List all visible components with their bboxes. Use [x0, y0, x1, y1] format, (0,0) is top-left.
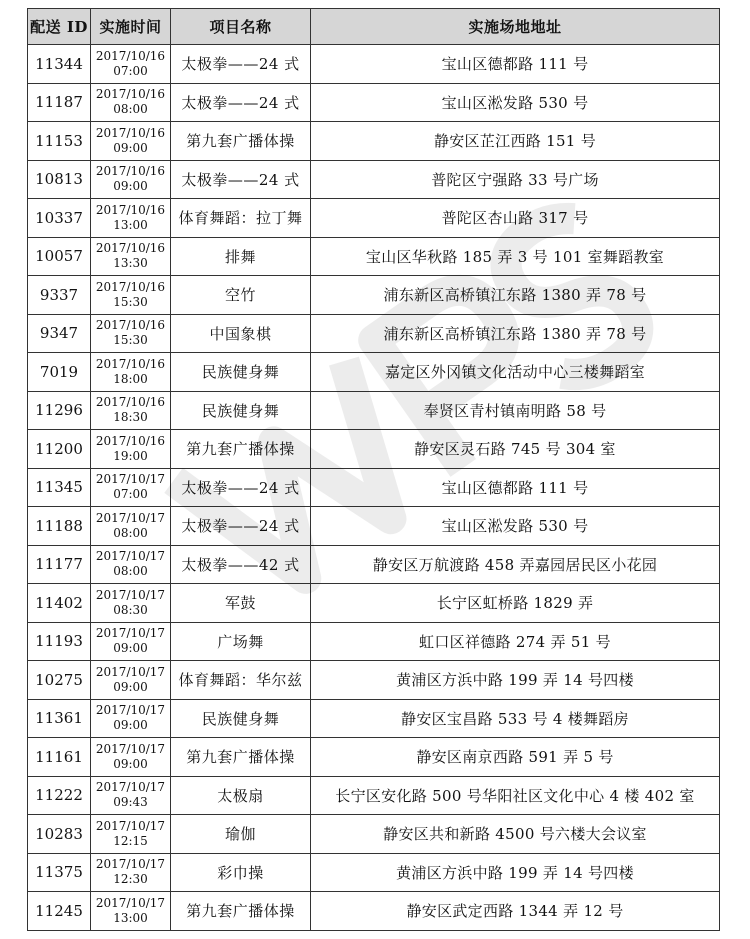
cell-address: 黄浦区方浜中路 199 弄 14 号四楼: [311, 661, 720, 700]
cell-clock-text: 13:30: [113, 256, 148, 271]
cell-project: 瑜伽: [171, 815, 311, 854]
cell-time: [91, 391, 171, 430]
cell-project: 太极拳——24 式: [171, 507, 311, 546]
cell-time: [91, 199, 171, 238]
cell-time: [91, 738, 171, 777]
cell-time: [91, 776, 171, 815]
cell-time: [91, 892, 171, 931]
cell-date-text: 2017/10/16: [95, 395, 166, 410]
cell-project: 太极拳——42 式: [171, 545, 311, 584]
cell-clock-text: 09:00: [113, 641, 148, 656]
cell-project: 第九套广播体操: [171, 892, 311, 931]
cell-clock-text: 12:15: [113, 833, 148, 848]
table-row: [28, 353, 720, 392]
cell-time: [91, 507, 171, 546]
cell-clock-text: 09:43: [113, 795, 148, 810]
cell-time: [91, 661, 171, 700]
cell-clock-text: 12:30: [113, 872, 148, 887]
cell-id: 11402: [28, 584, 91, 623]
table-row: [28, 430, 720, 469]
cell-address: 虹口区祥德路 274 弄 51 号: [311, 622, 720, 661]
cell-id: 11177: [28, 545, 91, 584]
cell-date-text: 2017/10/17: [95, 818, 166, 833]
cell-address: 浦东新区高桥镇江东路 1380 弄 78 号: [311, 276, 720, 315]
cell-address: 静安区宝昌路 533 号 4 楼舞蹈房: [311, 699, 720, 738]
cell-clock-text: 08:00: [113, 525, 148, 540]
table-row: [28, 584, 720, 623]
table-row: [28, 622, 720, 661]
cell-time: [91, 160, 171, 199]
table-row: [28, 776, 720, 815]
table-row: [28, 122, 720, 161]
cell-clock-text: 08:30: [113, 602, 148, 617]
cell-address: 静安区南京西路 591 弄 5 号: [311, 738, 720, 777]
cell-date-text: 2017/10/17: [95, 895, 166, 910]
cell-clock-text: 18:30: [113, 410, 148, 425]
table-row: [28, 45, 720, 84]
cell-id: 11193: [28, 622, 91, 661]
cell-date-text: 2017/10/17: [95, 549, 166, 564]
table-body: [28, 45, 720, 931]
cell-project: 第九套广播体操: [171, 430, 311, 469]
cell-clock-text: 13:00: [113, 910, 148, 925]
cell-date-text: 2017/10/16: [95, 125, 166, 140]
cell-project: 军鼓: [171, 584, 311, 623]
cell-project: 太极拳——24 式: [171, 45, 311, 84]
table-header: [28, 9, 720, 45]
cell-date-text: 2017/10/17: [95, 664, 166, 679]
cell-date-text: 2017/10/16: [95, 279, 166, 294]
cell-date-text: 2017/10/16: [95, 202, 166, 217]
cell-time: [91, 545, 171, 584]
cell-time: [91, 699, 171, 738]
cell-id: 11345: [28, 468, 91, 507]
cell-clock-text: 09:00: [113, 140, 148, 155]
cell-id: 9347: [28, 314, 91, 353]
cell-clock-text: 15:30: [113, 294, 148, 309]
cell-address: 长宁区安化路 500 号华阳社区文化中心 4 楼 402 室: [311, 776, 720, 815]
cell-id: 11200: [28, 430, 91, 469]
cell-time: [91, 853, 171, 892]
cell-address: 宝山区德都路 111 号: [311, 468, 720, 507]
cell-project: 体育舞蹈：华尔兹: [171, 661, 311, 700]
cell-date-text: 2017/10/17: [95, 587, 166, 602]
cell-project: 民族健身舞: [171, 391, 311, 430]
header-time: 实施时间: [91, 9, 171, 45]
table-row: [28, 276, 720, 315]
cell-project: 第九套广播体操: [171, 122, 311, 161]
cell-id: 11222: [28, 776, 91, 815]
cell-id: 11161: [28, 738, 91, 777]
cell-project: 太极拳——24 式: [171, 468, 311, 507]
cell-date-text: 2017/10/16: [95, 318, 166, 333]
cell-date-text: 2017/10/17: [95, 472, 166, 487]
cell-id: 9337: [28, 276, 91, 315]
cell-address: 黄浦区方浜中路 199 弄 14 号四楼: [311, 853, 720, 892]
cell-address: 奉贤区青村镇南明路 58 号: [311, 391, 720, 430]
cell-clock-text: 15:30: [113, 333, 148, 348]
cell-address: 普陀区宁强路 33 号广场: [311, 160, 720, 199]
cell-id: 11344: [28, 45, 91, 84]
cell-project: 空竹: [171, 276, 311, 315]
table-row: [28, 314, 720, 353]
cell-id: 10813: [28, 160, 91, 199]
table-row: [28, 237, 720, 276]
cell-date-text: 2017/10/17: [95, 626, 166, 641]
cell-address: 宝山区华秋路 185 弄 3 号 101 室舞蹈教室: [311, 237, 720, 276]
cell-id: 11188: [28, 507, 91, 546]
table-row: [28, 661, 720, 700]
cell-time: [91, 584, 171, 623]
cell-project: 中国象棋: [171, 314, 311, 353]
cell-address: 嘉定区外冈镇文化活动中心三楼舞蹈室: [311, 353, 720, 392]
cell-time: [91, 83, 171, 122]
cell-id: 11361: [28, 699, 91, 738]
cell-time: [91, 122, 171, 161]
cell-id: 10275: [28, 661, 91, 700]
cell-date-text: 2017/10/16: [95, 48, 166, 63]
cell-clock-text: 09:00: [113, 718, 148, 733]
cell-time: [91, 622, 171, 661]
cell-clock-text: 07:00: [113, 63, 148, 78]
cell-address: 宝山区淞发路 530 号: [311, 83, 720, 122]
header-address: 实施场地地址: [311, 9, 720, 45]
cell-id: 11187: [28, 83, 91, 122]
cell-project: 太极扇: [171, 776, 311, 815]
cell-project: 排舞: [171, 237, 311, 276]
cell-clock-text: 19:00: [113, 448, 148, 463]
cell-date-text: 2017/10/17: [95, 741, 166, 756]
cell-address: 静安区芷江西路 151 号: [311, 122, 720, 161]
cell-time: [91, 276, 171, 315]
cell-project: 广场舞: [171, 622, 311, 661]
cell-date-text: 2017/10/17: [95, 510, 166, 525]
cell-date-text: 2017/10/16: [95, 433, 166, 448]
cell-address: 宝山区德都路 111 号: [311, 45, 720, 84]
cell-id: 11245: [28, 892, 91, 931]
cell-id: 7019: [28, 353, 91, 392]
table-row: [28, 815, 720, 854]
cell-clock-text: 09:00: [113, 179, 148, 194]
cell-clock-text: 07:00: [113, 487, 148, 502]
cell-time: [91, 353, 171, 392]
cell-id: 11296: [28, 391, 91, 430]
cell-time: [91, 468, 171, 507]
table-row: [28, 160, 720, 199]
header-row: [28, 9, 720, 45]
cell-date-text: 2017/10/17: [95, 780, 166, 795]
cell-clock-text: 08:00: [113, 564, 148, 579]
cell-time: [91, 45, 171, 84]
cell-project: 民族健身舞: [171, 699, 311, 738]
cell-clock-text: 09:00: [113, 679, 148, 694]
cell-address: 静安区万航渡路 458 弄嘉园居民区小花园: [311, 545, 720, 584]
cell-clock-text: 18:00: [113, 371, 148, 386]
cell-address: 宝山区淞发路 530 号: [311, 507, 720, 546]
cell-id: 10283: [28, 815, 91, 854]
cell-project: 体育舞蹈：拉丁舞: [171, 199, 311, 238]
cell-project: 彩巾操: [171, 853, 311, 892]
cell-project: 民族健身舞: [171, 353, 311, 392]
cell-date-text: 2017/10/16: [95, 356, 166, 371]
cell-project: 太极拳——24 式: [171, 160, 311, 199]
cell-id: 11153: [28, 122, 91, 161]
table-row: [28, 545, 720, 584]
cell-project: 太极拳——24 式: [171, 83, 311, 122]
table-row: [28, 507, 720, 546]
schedule-table: [27, 8, 720, 931]
table-row: [28, 199, 720, 238]
table-row: [28, 468, 720, 507]
cell-address: 浦东新区高桥镇江东路 1380 弄 78 号: [311, 314, 720, 353]
cell-date-text: 2017/10/16: [95, 87, 166, 102]
cell-date-text: 2017/10/16: [95, 241, 166, 256]
header-project: 项目名称: [171, 9, 311, 45]
cell-time: [91, 237, 171, 276]
header-id: 配送 ID: [28, 9, 91, 45]
table-row: [28, 853, 720, 892]
cell-time: [91, 314, 171, 353]
cell-address: 静安区灵石路 745 号 304 室: [311, 430, 720, 469]
cell-clock-text: 13:00: [113, 217, 148, 232]
cell-clock-text: 09:00: [113, 756, 148, 771]
cell-time: [91, 430, 171, 469]
table-row: [28, 738, 720, 777]
cell-address: 静安区武定西路 1344 弄 12 号: [311, 892, 720, 931]
table-row: [28, 83, 720, 122]
cell-date-text: 2017/10/17: [95, 857, 166, 872]
cell-project: 第九套广播体操: [171, 738, 311, 777]
cell-address: 长宁区虹桥路 1829 弄: [311, 584, 720, 623]
cell-address: 普陀区杏山路 317 号: [311, 199, 720, 238]
cell-clock-text: 08:00: [113, 102, 148, 117]
cell-date-text: 2017/10/17: [95, 703, 166, 718]
table-row: [28, 892, 720, 931]
cell-address: 静安区共和新路 4500 号六楼大会议室: [311, 815, 720, 854]
cell-date-text: 2017/10/16: [95, 164, 166, 179]
cell-id: 10337: [28, 199, 91, 238]
cell-id: 10057: [28, 237, 91, 276]
table-row: [28, 699, 720, 738]
cell-id: 11375: [28, 853, 91, 892]
cell-time: [91, 815, 171, 854]
table-row: [28, 391, 720, 430]
